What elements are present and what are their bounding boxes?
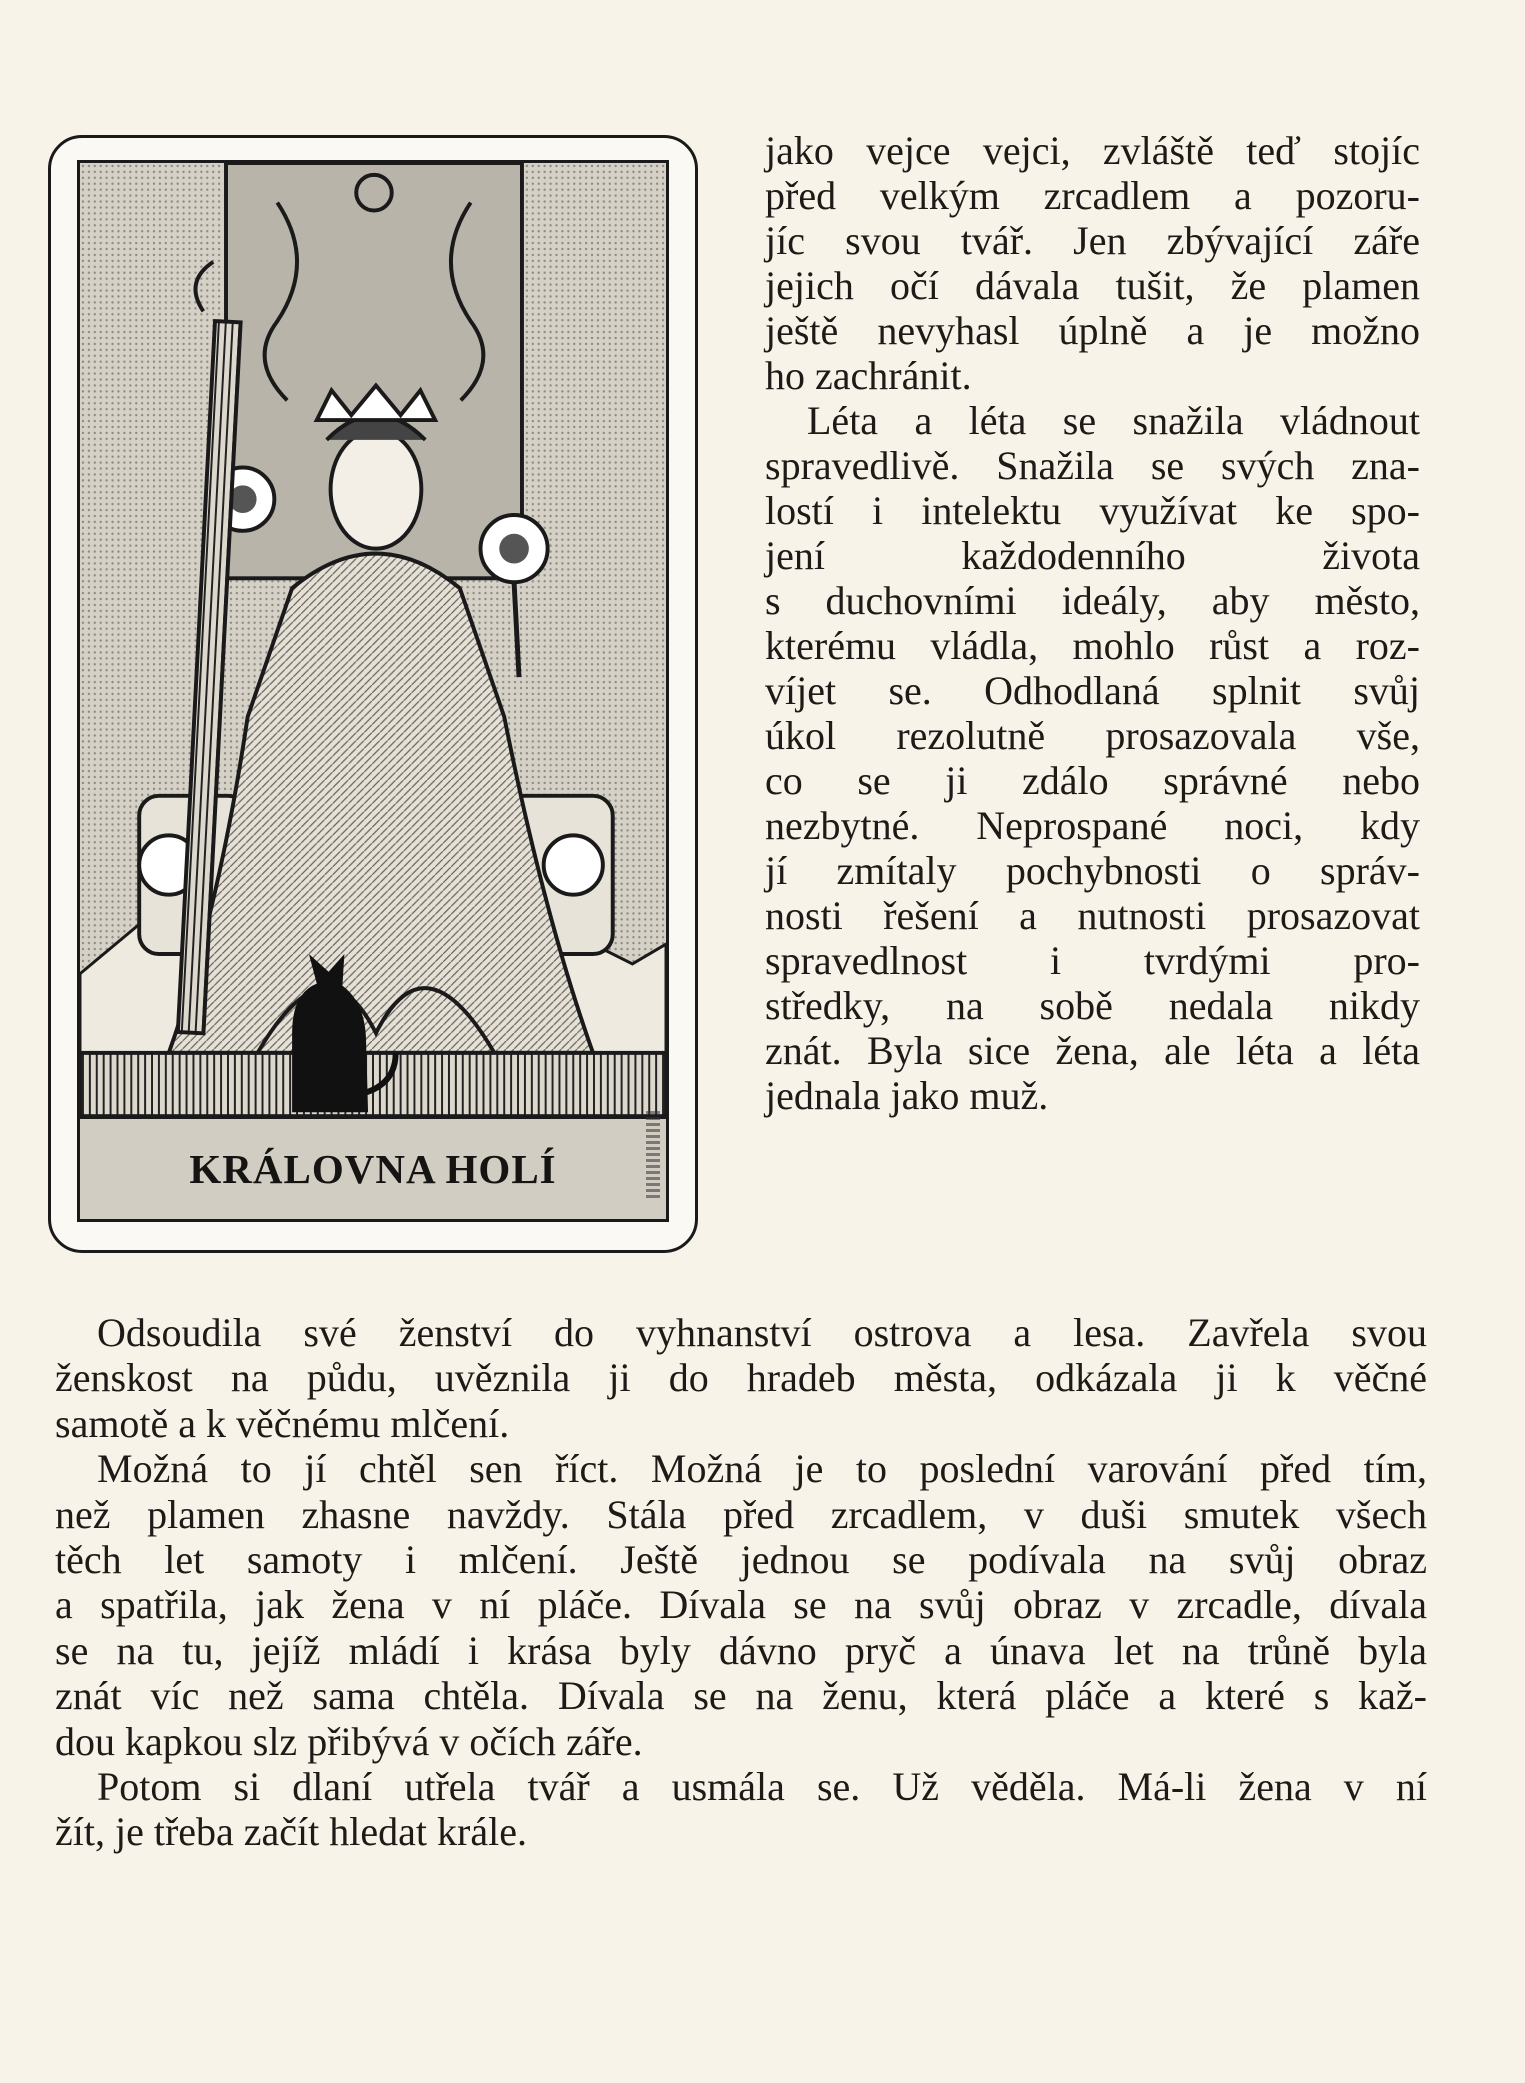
text-line: před velkým zrcadlem a pozoru-: [765, 173, 1420, 218]
text-line: ho zachránit.: [765, 353, 972, 398]
text-line: co se ji zdálo správné nebo: [765, 758, 1420, 803]
text-line: žít, je třeba začít hledat krále.: [55, 1809, 527, 1855]
text-line: jení každodenního života: [765, 533, 1420, 578]
text-line: lostí i intelektu využívat ke spo-: [765, 488, 1420, 533]
text-line: znát. Byla sice žena, ale léta a léta: [765, 1028, 1420, 1073]
paragraph: [55, 1446, 1427, 1764]
text-line: nosti řešení a nutnosti prosazovat: [765, 893, 1420, 938]
tarot-card-frame: [77, 160, 669, 1222]
text-line: jí zmítaly pochybnosti o správ-: [765, 848, 1420, 893]
text-line: s duchovními ideály, aby město,: [765, 578, 1420, 623]
paragraph-continued: [765, 128, 1420, 398]
text-line: víjet se. Odhodlaná splnit svůj: [765, 668, 1420, 713]
text-line: znát víc než sama chtěla. Dívala se na ženu, která pláče a které s kaž-: [55, 1673, 1427, 1719]
text-line: Potom si dlaní utřela tvář a usmála se. Už věděla. Má-li žena v ní: [97, 1764, 1427, 1810]
text-line: kterému vládla, mohlo růst a roz-: [765, 623, 1420, 668]
card-copyright-mark: [646, 1111, 660, 1201]
text-line: spravedlivě. Snažila se svých zna-: [765, 443, 1420, 488]
text-line: Možná to jí chtěl sen říct. Možná je to poslední varování před tím,: [97, 1446, 1427, 1492]
text-line: jejich očí dávala tušit, že plamen: [765, 263, 1420, 308]
card-caption-box: [80, 1116, 666, 1219]
text-line: úkol rezolutně prosazovala vše,: [765, 713, 1420, 758]
text-column: [765, 128, 1420, 1118]
text-line: samotě a k věčnému mlčení.: [55, 1400, 510, 1446]
tarot-card: [48, 135, 698, 1253]
text-line: ještě nevyhasl úplně a je možno: [765, 308, 1420, 353]
text-line: jako vejce vejci, zvláště teď stojíc: [765, 128, 1420, 173]
text-line: jíc svou tvář. Jen zbývající záře: [765, 218, 1420, 263]
text-line: a spatřila, jak žena v ní pláče. Dívala se na svůj obraz v zrcadle, dívala: [55, 1582, 1427, 1628]
text-line: středky, na sobě nedala nikdy: [765, 983, 1420, 1028]
text-line: ženskost na půdu, uvěznila ji do hradeb města, odkázala ji k věčné: [55, 1355, 1427, 1401]
paragraph: [765, 398, 1420, 1118]
text-line: spravedlnost i tvrdými pro-: [765, 938, 1420, 983]
text-line: Léta a léta se snažila vládnout: [807, 398, 1420, 443]
paragraph: [55, 1764, 1427, 1855]
text-line: těch let samoty i mlčení. Ještě jednou se podívala na svůj obraz: [55, 1537, 1427, 1583]
text-line: než plamen zhasne navždy. Stála před zrcadlem, v duši smutek všech: [55, 1491, 1427, 1537]
text-line: se na tu, jejíž mládí i krása byly dávno pryč a únava let na trůně byla: [55, 1627, 1427, 1673]
text-line: dou kapkou slz přibývá v očích záře.: [55, 1718, 643, 1764]
text-line: nezbytné. Neprospané noci, kdy: [765, 803, 1420, 848]
text-line: Odsoudila své ženství do vyhnanství ostrova a lesa. Zavřela svou: [97, 1310, 1427, 1355]
paragraph: [55, 1310, 1427, 1446]
card-caption: KRÁLOVNA HOLÍ: [189, 1146, 557, 1192]
queen-of-wands-illustration: [80, 163, 666, 1219]
text-line: jednala jako muž.: [765, 1073, 1049, 1118]
full-width-text: [55, 1310, 1427, 1855]
